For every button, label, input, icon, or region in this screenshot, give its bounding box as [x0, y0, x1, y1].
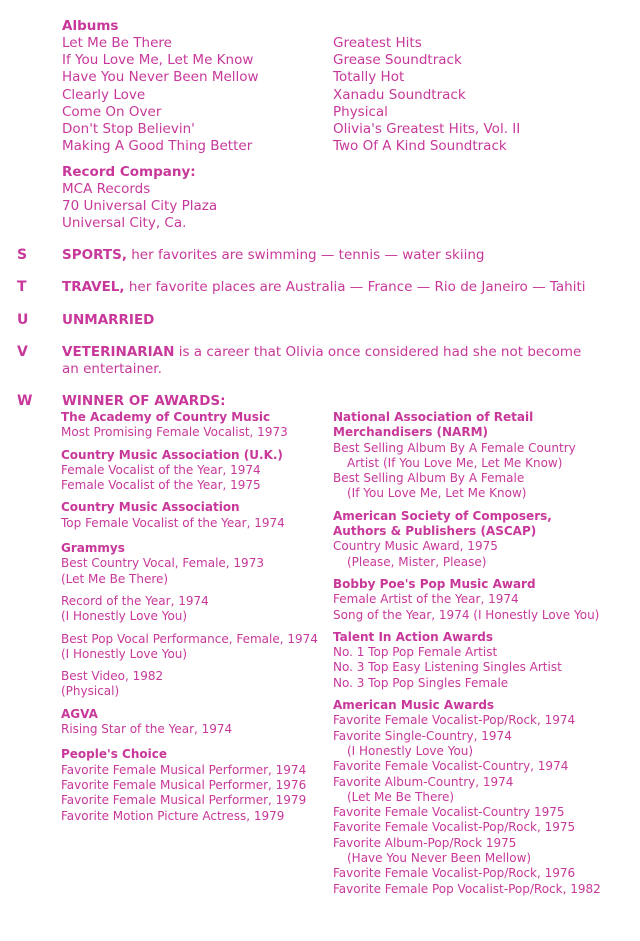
award-line: Favorite Female Pop Vocalist-Pop/Rock, 1982 [333, 881, 601, 896]
album-item: Making A Good Thing Better [62, 138, 253, 155]
albums-left-list [62, 35, 259, 155]
award-line: Favorite Female Vocalist-Country 1975 [333, 805, 565, 820]
awards-heading: WINNER OF AWARDS: [62, 393, 226, 409]
veterinarian-text: is a career that Olivia once considered had she not become [174, 344, 582, 360]
award-line: (Let Me Be There) [347, 789, 455, 804]
letter-w: W [17, 393, 33, 409]
award-line: Artist (If You Love Me, Let Me Know) [347, 455, 563, 470]
award-line: Female Artist of the Year, 1974 [333, 592, 519, 607]
letter-v: V [17, 344, 28, 360]
unmarried-entry: UNMARRIED [62, 312, 155, 328]
award-line: Favorite Female Vocalist-Pop/Rock, 1976 [333, 866, 576, 881]
award-line: Favorite Single-Country, 1974 [333, 728, 512, 743]
letter-s: S [17, 247, 28, 263]
awards-right-column [333, 410, 601, 897]
veterinarian-lead: VETERINARIAN [62, 344, 175, 360]
award-title-ascap-cont: Authors & Publishers (ASCAP) [333, 524, 537, 539]
award-line: (I Honestly Love You) [61, 609, 188, 624]
award-line: Best Selling Album By A Female [333, 471, 525, 486]
album-item: Physical [333, 103, 388, 120]
address-line: 70 Universal City Plaza [62, 198, 218, 215]
address-line: MCA Records [62, 181, 151, 197]
award-line: Best Video, 1982 [61, 669, 164, 684]
award-line: Best Country Vocal, Female, 1973 [61, 556, 264, 571]
veterinarian-entry [62, 344, 581, 378]
award-line: No. 3 Top Easy Listening Singles Artist [333, 660, 562, 675]
award-line: (I Honestly Love You) [347, 743, 474, 758]
awards-left-column [61, 410, 318, 824]
award-title-bobby-poe: Bobby Poe's Pop Music Award [333, 576, 536, 591]
album-item: Grease Soundtrack [333, 52, 462, 69]
award-line: (Please, Mister, Please) [347, 554, 487, 569]
album-item: Clearly Love [62, 86, 146, 103]
travel-text: her favorite places are Australia — France — Rio de Janeiro — Tahiti [124, 279, 586, 295]
award-line: Favorite Album-Pop/Rock 1975 [333, 835, 517, 850]
award-title-cma: Country Music Association [61, 500, 240, 515]
award-line: Favorite Album-Country, 1974 [333, 774, 514, 789]
award-line: Song of the Year, 1974 (I Honestly Love You) [333, 607, 600, 622]
award-line: Most Promising Female Vocalist, 1973 [61, 425, 288, 440]
award-line: (I Honestly Love You) [61, 646, 188, 661]
albums-right-list [333, 35, 520, 155]
album-item: Two Of A Kind Soundtrack [333, 138, 507, 155]
award-line: Record of the Year, 1974 [61, 593, 209, 608]
award-title-peoples-choice: People's Choice [61, 747, 167, 762]
award-title-american-music-awards: American Music Awards [333, 698, 495, 713]
letter-t: T [17, 279, 27, 295]
award-line: Top Female Vocalist of the Year, 1974 [61, 515, 285, 530]
album-item: Olivia's Greatest Hits, Vol. II [333, 121, 521, 138]
award-line: Favorite Female Musical Performer, 1976 [61, 777, 307, 792]
album-item: Xanadu Soundtrack [333, 86, 466, 103]
travel-lead: TRAVEL, [62, 279, 125, 295]
award-line: Favorite Female Musical Performer, 1979 [61, 793, 307, 808]
record-company-heading: Record Company: [62, 164, 196, 180]
award-line: Favorite Female Musical Performer, 1974 [61, 762, 307, 777]
album-item: If You Love Me, Let Me Know [62, 52, 254, 69]
award-line: (Have You Never Been Mellow) [347, 851, 532, 866]
record-company-address [62, 181, 217, 233]
album-item: Don't Stop Believin' [62, 121, 195, 138]
award-line: Best Selling Album By A Female Country [333, 440, 576, 455]
award-line: Female Vocalist of the Year, 1975 [61, 478, 261, 493]
award-line: Best Pop Vocal Performance, Female, 1974 [61, 631, 318, 646]
album-item: Come On Over [62, 103, 162, 120]
award-line: No. 1 Top Pop Female Artist [333, 645, 498, 660]
award-line: Favorite Motion Picture Actress, 1979 [61, 808, 285, 823]
sports-text: her favorites are swimming — tennis — water skiing [126, 247, 485, 263]
award-line: Favorite Female Vocalist-Pop/Rock, 1974 [333, 713, 576, 728]
award-title-cma-uk: Country Music Association (U.K.) [61, 447, 283, 462]
album-item: Totally Hot [333, 69, 405, 86]
award-title-grammys: Grammys [61, 541, 125, 556]
award-title-agva: AGVA [61, 706, 98, 721]
award-line: (Physical) [61, 684, 120, 699]
award-line: No. 3 Top Pop Singles Female [333, 675, 509, 690]
albums-heading: Albums [62, 18, 119, 34]
award-line: Favorite Female Vocalist-Country, 1974 [333, 759, 569, 774]
travel-entry [62, 279, 586, 296]
album-item: Let Me Be There [62, 35, 172, 51]
award-line: Country Music Award, 1975 [333, 539, 498, 554]
award-line: (If You Love Me, Let Me Know) [347, 486, 527, 501]
award-title-narm-cont: Merchandisers (NARM) [333, 425, 488, 440]
award-line: Female Vocalist of the Year, 1974 [61, 462, 261, 477]
sports-lead: SPORTS, [62, 247, 127, 263]
veterinarian-text-cont: an entertainer. [62, 361, 162, 378]
award-line: Rising Star of the Year, 1974 [61, 722, 233, 737]
sports-entry [62, 247, 484, 264]
album-item: Have You Never Been Mellow [62, 69, 259, 86]
letter-u: U [17, 312, 29, 328]
award-title-narm: National Association of Retail [333, 410, 534, 424]
award-title-ascap: American Society of Composers, [333, 508, 552, 523]
award-title-academy: The Academy of Country Music [61, 410, 271, 424]
award-title-talent-in-action: Talent In Action Awards [333, 629, 493, 644]
award-line: Favorite Female Vocalist-Pop/Rock, 1975 [333, 820, 576, 835]
award-line: (Let Me Be There) [61, 571, 169, 586]
album-item: Greatest Hits [333, 35, 422, 51]
address-line: Universal City, Ca. [62, 215, 187, 232]
